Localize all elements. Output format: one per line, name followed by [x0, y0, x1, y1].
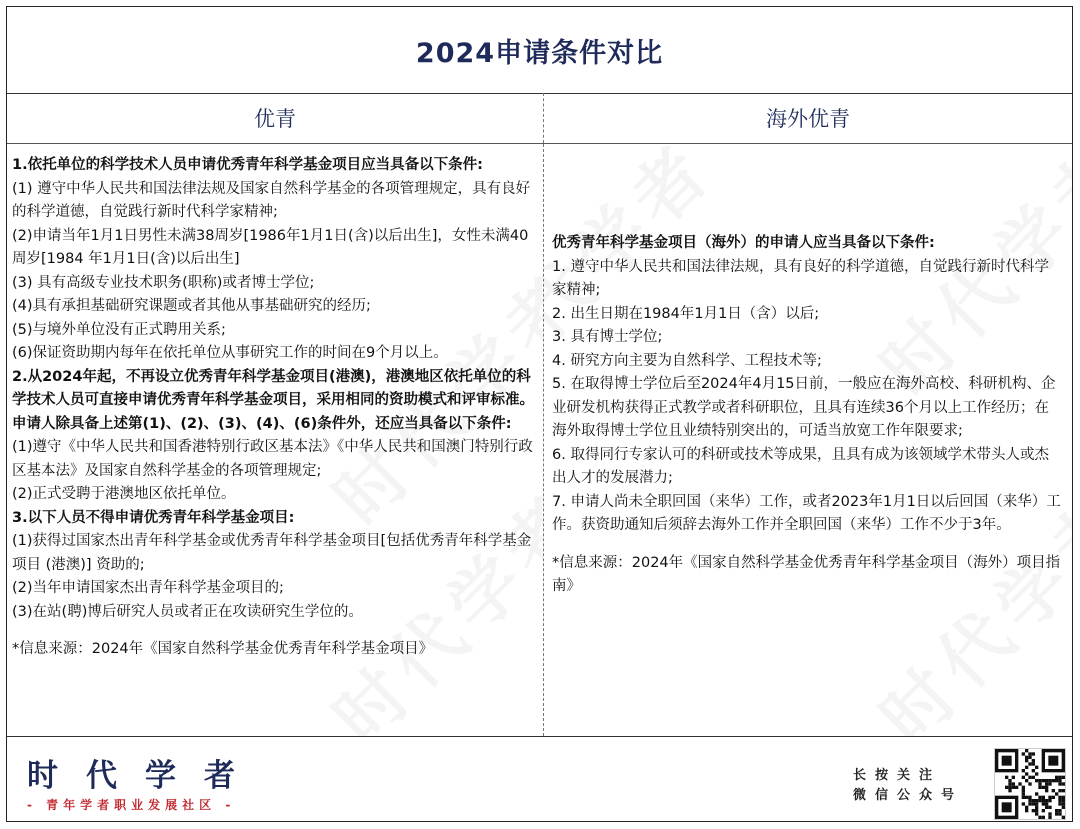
footer [7, 736, 1072, 822]
qr-module [1048, 782, 1051, 785]
condition-item: (3)在站(聘)博后研究人员或者正在攻读研究生学位的。 [12, 603, 363, 620]
qr-module [1025, 756, 1028, 759]
qr-module [1028, 799, 1031, 802]
follow-prompt [853, 766, 963, 806]
qr-module [1025, 796, 1028, 799]
qr-module [1048, 779, 1051, 782]
qr-module [1055, 776, 1058, 779]
qr-module [1022, 792, 1025, 795]
qr-module [1025, 806, 1028, 809]
condition-item: (2)申请当年1月1日男性未满38周岁[1986年1月1日(含)以后出生]，女性未满40周岁[1984 年1月1日(含)以后出生] [12, 227, 529, 267]
title-row [7, 7, 1072, 94]
page-title: 2024申请条件对比 [415, 37, 664, 69]
brand-slogan: - 青年学者职业发展社区 - [27, 798, 236, 812]
youqing-conditions [7, 144, 544, 736]
qr-module [1028, 752, 1031, 755]
qr-module [1035, 779, 1038, 782]
qr-module [1005, 786, 1008, 789]
condition-item: 4. 研究方向主要为自然科学、工程技术等; [552, 352, 822, 369]
qr-finder [1048, 756, 1058, 766]
qr-module [1042, 809, 1045, 812]
qr-module [1062, 776, 1065, 779]
condition-item: (1)获得过国家杰出青年科学基金或优秀青年科学基金项目[包括优秀青年科学基金项目 (港澳)] 资助的; [12, 533, 532, 573]
qr-module [1028, 796, 1031, 799]
qr-module [1032, 752, 1035, 755]
condition-item: (2)正式受聘于港澳地区依托单位。 [12, 486, 236, 502]
qr-module [1032, 799, 1035, 802]
qr-module [1048, 806, 1051, 809]
qr-module [1025, 749, 1028, 752]
qr-module [1035, 772, 1038, 775]
qr-module [1048, 812, 1051, 815]
condition-item: 7. 申请人尚未全职回国（来华）工作，或者2023年1月1日以后回国（来华）工作。获资助通知后须辞去海外工作并全职回国（来华）工作不少于3年。 [552, 493, 1061, 533]
paragraph-spacer [12, 624, 535, 638]
haiwai-youqing-conditions [544, 144, 1072, 736]
qr-module [1028, 756, 1031, 759]
qr-module [1045, 786, 1048, 789]
qr-module [1062, 782, 1065, 785]
qr-module [1025, 809, 1028, 812]
qr-module [1058, 812, 1061, 815]
section-heading: 优秀青年科学基金项目（海外）的申请人应当具备以下条件: [552, 235, 935, 251]
qr-module [1008, 782, 1011, 785]
qr-module [1025, 772, 1028, 775]
condition-item: 2. 出生日期在1984年1月1日（含）以后; [552, 305, 820, 322]
qr-code-graphic [995, 749, 1065, 819]
qr-module [1005, 776, 1008, 779]
qr-module [1008, 786, 1011, 789]
comparison-table [6, 6, 1073, 822]
qr-module [1055, 812, 1058, 815]
qr-module [1042, 786, 1045, 789]
brand-logo-text: 时代学者 [27, 758, 263, 794]
qr-module [1055, 779, 1058, 782]
content-row [7, 144, 1072, 737]
qr-module [1062, 789, 1065, 792]
qr-module [1022, 786, 1025, 789]
condition-item: 3. 具有博士学位; [552, 329, 663, 345]
qr-module [1018, 782, 1021, 785]
qr-finder [1002, 802, 1012, 812]
qr-module [1032, 802, 1035, 805]
qr-module [1012, 776, 1015, 779]
qr-finder [1002, 756, 1012, 766]
condition-item: 5. 在取得博士学位后至2024年4月15日前，一般应在海外高校、科研机构、企业研发机构获得正式教学或者科研职位，且具有连续36个月以上工作经历；在海外取得博士学位且业绩特别突出的，可适当放宽工作年限要求; [552, 376, 1056, 439]
qr-module [1058, 799, 1061, 802]
qr-module [1052, 789, 1055, 792]
qr-module [1008, 789, 1011, 792]
qr-module [1058, 779, 1061, 782]
qr-module [1042, 816, 1045, 819]
qr-module [1048, 816, 1051, 819]
qr-module [1042, 779, 1045, 782]
qr-module [1015, 786, 1018, 789]
paragraph-spacer [552, 538, 1062, 552]
qr-module [1062, 806, 1065, 809]
column-header-haiwai-youqing: 海外优青 [766, 107, 850, 131]
qr-module [1022, 769, 1025, 772]
condition-item: (4)具有承担基础研究课题或者其他从事基础研究的经历; [12, 298, 371, 314]
qr-module [1035, 792, 1038, 795]
qr-module [1032, 809, 1035, 812]
condition-item: *信息来源：2024年《国家自然科学基金优秀青年科学基金项目（海外）项目指南》 [552, 554, 1061, 594]
qr-module [1058, 809, 1061, 812]
qr-module [1025, 759, 1028, 762]
follow-line-1: 长按关注 [853, 768, 942, 783]
qr-module [1035, 799, 1038, 802]
condition-item: *信息来源：2024年《国家自然科学基金优秀青年科学基金项目》 [12, 641, 434, 657]
follow-line-2: 微信公众号 [853, 788, 964, 803]
qr-module [1022, 789, 1025, 792]
qr-module [1042, 802, 1045, 805]
column-header-row [7, 93, 1072, 144]
qr-module [1045, 806, 1048, 809]
condition-item: (2)当年申请国家杰出青年科学基金项目的; [12, 580, 284, 596]
qr-module [1035, 812, 1038, 815]
qr-module [1028, 802, 1031, 805]
qr-module [1052, 796, 1055, 799]
qr-module [1058, 789, 1061, 792]
qr-module [1058, 802, 1061, 805]
qr-module [1048, 796, 1051, 799]
condition-item: (3) 具有高级专业技术职务(职称)或者博士学位; [12, 274, 315, 291]
section-heading: 3.以下人员不得申请优秀青年科学基金项目: [12, 509, 295, 526]
qr-module [1032, 776, 1035, 779]
condition-item: 6. 取得同行专家认可的科研或技术等成果，且具有成为该领域学术带头人或杰出人才的发展潜力; [552, 446, 1049, 486]
qr-module [1032, 769, 1035, 772]
qr-module [1038, 779, 1041, 782]
section-heading: 2.从2024年起，不再设立优秀青年科学基金项目(港澳)，港澳地区依托单位的科学技术人员可直接申请优秀青年科学基金项目，采用相同的资助模式和评审标准。申请人除具备上述第(1)、(2)、(3)、(4)、(6)条件外，还应当具备以下条件: [12, 368, 534, 432]
condition-item: (1) 遵守中华人民共和国法律法规及国家自然科学基金的各项管理规定，具有良好的科学道德，自觉践行新时代科学家精神; [12, 180, 531, 220]
condition-item: (5)与境外单位没有正式聘用关系; [12, 321, 226, 338]
qr-code-icon[interactable] [994, 748, 1066, 820]
qr-module [1058, 776, 1061, 779]
condition-item: (1)遵守《中华人民共和国香港特别行政区基本法》《中华人民共和国澳门特别行政区基本法》及国家自然科学基金的各项管理规定; [12, 439, 533, 479]
qr-module [1008, 779, 1011, 782]
qr-module [1062, 799, 1065, 802]
section-heading: 1.依托单位的科学技术人员申请优秀青年科学基金项目应当具备以下条件: [12, 157, 483, 173]
qr-module [1058, 796, 1061, 799]
qr-module [1062, 802, 1065, 805]
qr-module [1038, 786, 1041, 789]
qr-module [1058, 782, 1061, 785]
qr-module [1012, 782, 1015, 785]
qr-module [1025, 779, 1028, 782]
condition-item: 1. 遵守中华人民共和国法律法规，具有良好的科学道德，自觉践行新时代科学家精神; [552, 258, 1049, 298]
qr-module [1038, 799, 1041, 802]
qr-module [1042, 799, 1045, 802]
qr-module [1035, 806, 1038, 809]
qr-module [1042, 796, 1045, 799]
qr-module [1022, 796, 1025, 799]
qr-module [1022, 776, 1025, 779]
column-header-youqing: 优青 [7, 93, 544, 143]
qr-module [1012, 786, 1015, 789]
qr-module [1038, 816, 1041, 819]
qr-module [1028, 776, 1031, 779]
qr-module [1032, 762, 1035, 765]
qr-module [1035, 802, 1038, 805]
qr-module [1035, 809, 1038, 812]
qr-module [1038, 782, 1041, 785]
qr-module [1045, 799, 1048, 802]
qr-module [1032, 759, 1035, 762]
qr-module [1028, 782, 1031, 785]
qr-module [1045, 779, 1048, 782]
qr-module [1062, 796, 1065, 799]
qr-module [1052, 779, 1055, 782]
qr-module [1025, 766, 1028, 769]
qr-module [1022, 802, 1025, 805]
qr-module [1062, 816, 1065, 819]
qr-module [1022, 752, 1025, 755]
condition-item: (6)保证资助期内每年在依托单位从事研究工作的时间在9个月以上。 [12, 345, 448, 361]
qr-module [1055, 809, 1058, 812]
qr-module [1038, 796, 1041, 799]
qr-module [1045, 782, 1048, 785]
qr-module [1045, 789, 1048, 792]
qr-module [1035, 766, 1038, 769]
qr-module [1055, 792, 1058, 795]
qr-module [1045, 802, 1048, 805]
qr-module [1028, 762, 1031, 765]
qr-module [1048, 799, 1051, 802]
